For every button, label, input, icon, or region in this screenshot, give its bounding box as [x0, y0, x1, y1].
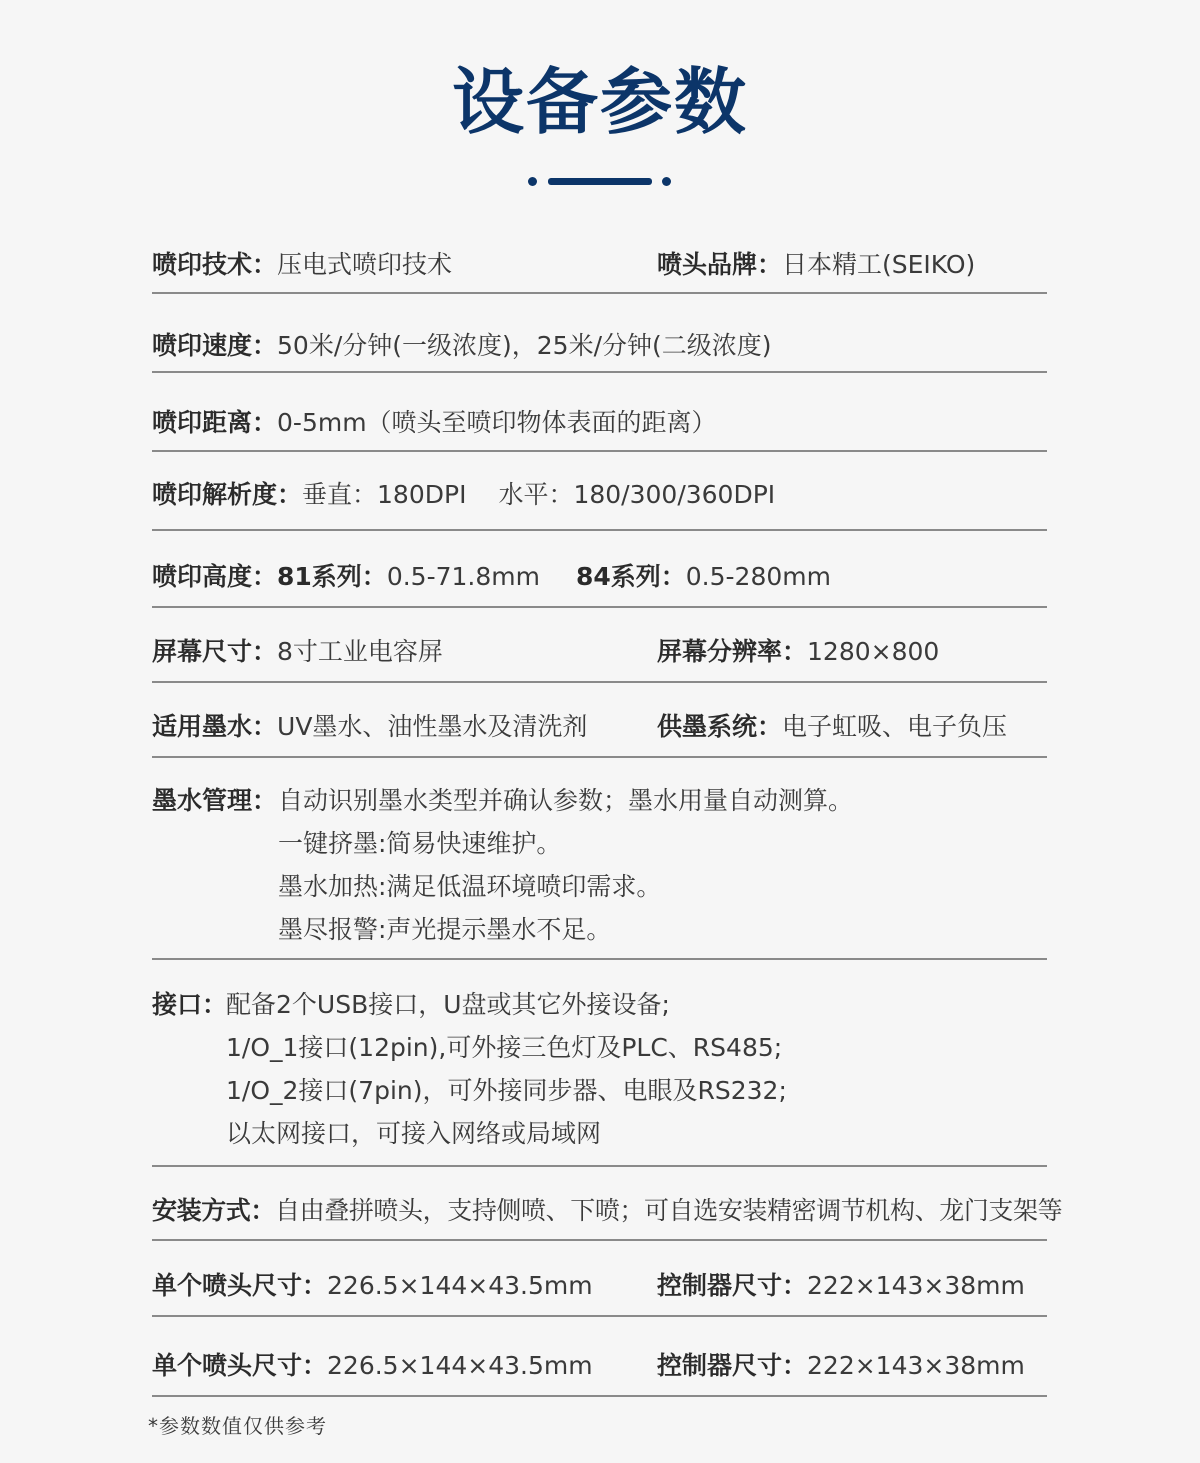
spec-value-line: 一键挤墨:简易快速维护。: [278, 829, 562, 858]
spec-value: 226.5×144×43.5mm: [327, 1271, 593, 1300]
spec-row-print-resolution: [152, 480, 1047, 510]
spec-value-line: 配备2个USB接口，U盘或其它外接设备;: [226, 990, 670, 1019]
spec-row-print-speed: [152, 331, 1047, 361]
divider: [152, 1315, 1047, 1317]
divider: [152, 681, 1047, 683]
decoration-dot-right: [662, 177, 671, 186]
spec-value-line: 自动识别墨水类型并确认参数；墨水用量自动测算。: [278, 786, 854, 815]
spec-value: 0.5-71.8mm: [386, 562, 540, 591]
spec-label: 喷印技术：: [152, 250, 278, 279]
divider: [152, 958, 1047, 960]
spec-sublabel: 垂直：: [302, 480, 378, 509]
spec-row-print-height: [152, 562, 1047, 592]
spec-value: 电子虹吸、电子负压: [782, 712, 1008, 741]
spec-value-line: 1/O_1接口(12pin),可外接三色灯及PLC、RS485;: [226, 1033, 783, 1062]
spec-value: 压电式喷印技术: [277, 250, 453, 279]
spec-value: 0-5mm（喷头至喷印物体表面的距离）: [277, 408, 717, 437]
spec-row-install: [152, 1196, 1072, 1226]
spec-sublabel: 水平：: [498, 480, 574, 509]
spec-label: 供墨系统：: [657, 712, 783, 741]
divider: [152, 371, 1047, 373]
spec-label: 适用墨水：: [152, 712, 278, 741]
spec-label: 喷印速度：: [152, 331, 278, 360]
spec-value: 1280×800: [807, 637, 940, 666]
spec-label: 屏幕分辨率：: [657, 637, 808, 666]
decoration-bar: [548, 178, 652, 185]
spec-value: 自由叠拼喷头，支持侧喷、下喷；可自选安装精密调节机构、龙门支架等: [275, 1196, 1063, 1225]
divider: [152, 1239, 1047, 1241]
spec-row-print-tech: [152, 250, 1047, 280]
divider: [152, 529, 1047, 531]
spec-value: 180/300/360DPI: [573, 480, 776, 509]
divider: [152, 292, 1047, 294]
spec-value-line: 以太网接口，可接入网络或局域网: [226, 1119, 602, 1148]
spec-row-ink: [152, 712, 1047, 742]
spec-value: 0.5-280mm: [685, 562, 831, 591]
spec-label: 喷印距离：: [152, 408, 278, 437]
spec-value-line: 墨尽报警:声光提示墨水不足。: [278, 915, 612, 944]
spec-label: 控制器尺寸：: [657, 1351, 808, 1380]
spec-value-line: 1/O_2接口(7pin)，可外接同步器、电眼及RS232;: [226, 1076, 787, 1105]
spec-label: 单个喷头尺寸：: [152, 1271, 328, 1300]
spec-row-dimensions: [152, 1351, 1047, 1381]
series-label: 81系列：: [277, 562, 387, 591]
spec-row-interface: [152, 990, 1047, 1150]
spec-label: 屏幕尺寸：: [152, 637, 278, 666]
spec-value: 222×143×38mm: [807, 1271, 1025, 1300]
divider: [152, 606, 1047, 608]
spec-value: 8寸工业电容屏: [277, 637, 443, 666]
spec-value: 222×143×38mm: [807, 1351, 1025, 1380]
divider: [152, 756, 1047, 758]
page-title: 设备参数: [451, 60, 748, 144]
spec-label: 喷头品牌：: [657, 250, 783, 279]
spec-value: UV墨水、油性墨水及清洗剂: [277, 712, 588, 741]
divider: [152, 450, 1047, 452]
spec-row-ink-management: [152, 786, 1047, 946]
footnote: *参数数值仅供参考: [148, 1414, 327, 1438]
spec-row-screen: [152, 637, 1047, 667]
series-label: 84系列：: [575, 562, 686, 591]
spec-label: 控制器尺寸：: [657, 1271, 808, 1300]
spec-label: 接口：: [152, 990, 228, 1019]
spec-label: 喷印高度：: [152, 562, 278, 591]
spec-row-dimensions: [152, 1271, 1047, 1301]
spec-label: 安装方式：: [152, 1196, 276, 1225]
divider: [152, 1165, 1047, 1167]
decoration-dot-left: [528, 177, 537, 186]
spec-label: 喷印解析度：: [152, 480, 303, 509]
title-decoration: [0, 177, 1200, 186]
spec-row-print-distance: [152, 408, 1047, 438]
spec-label: 墨水管理：: [152, 786, 278, 815]
spec-value: 50米/分钟(一级浓度)，25米/分钟(二级浓度): [277, 331, 772, 360]
spec-value-line: 墨水加热:满足低温环境喷印需求。: [278, 872, 662, 901]
divider: [152, 1395, 1047, 1397]
spec-value: 日本精工(SEIKO): [782, 250, 976, 279]
spec-label: 单个喷头尺寸：: [152, 1351, 328, 1380]
spec-value: 226.5×144×43.5mm: [327, 1351, 593, 1380]
spec-value: 180DPI: [377, 480, 467, 509]
